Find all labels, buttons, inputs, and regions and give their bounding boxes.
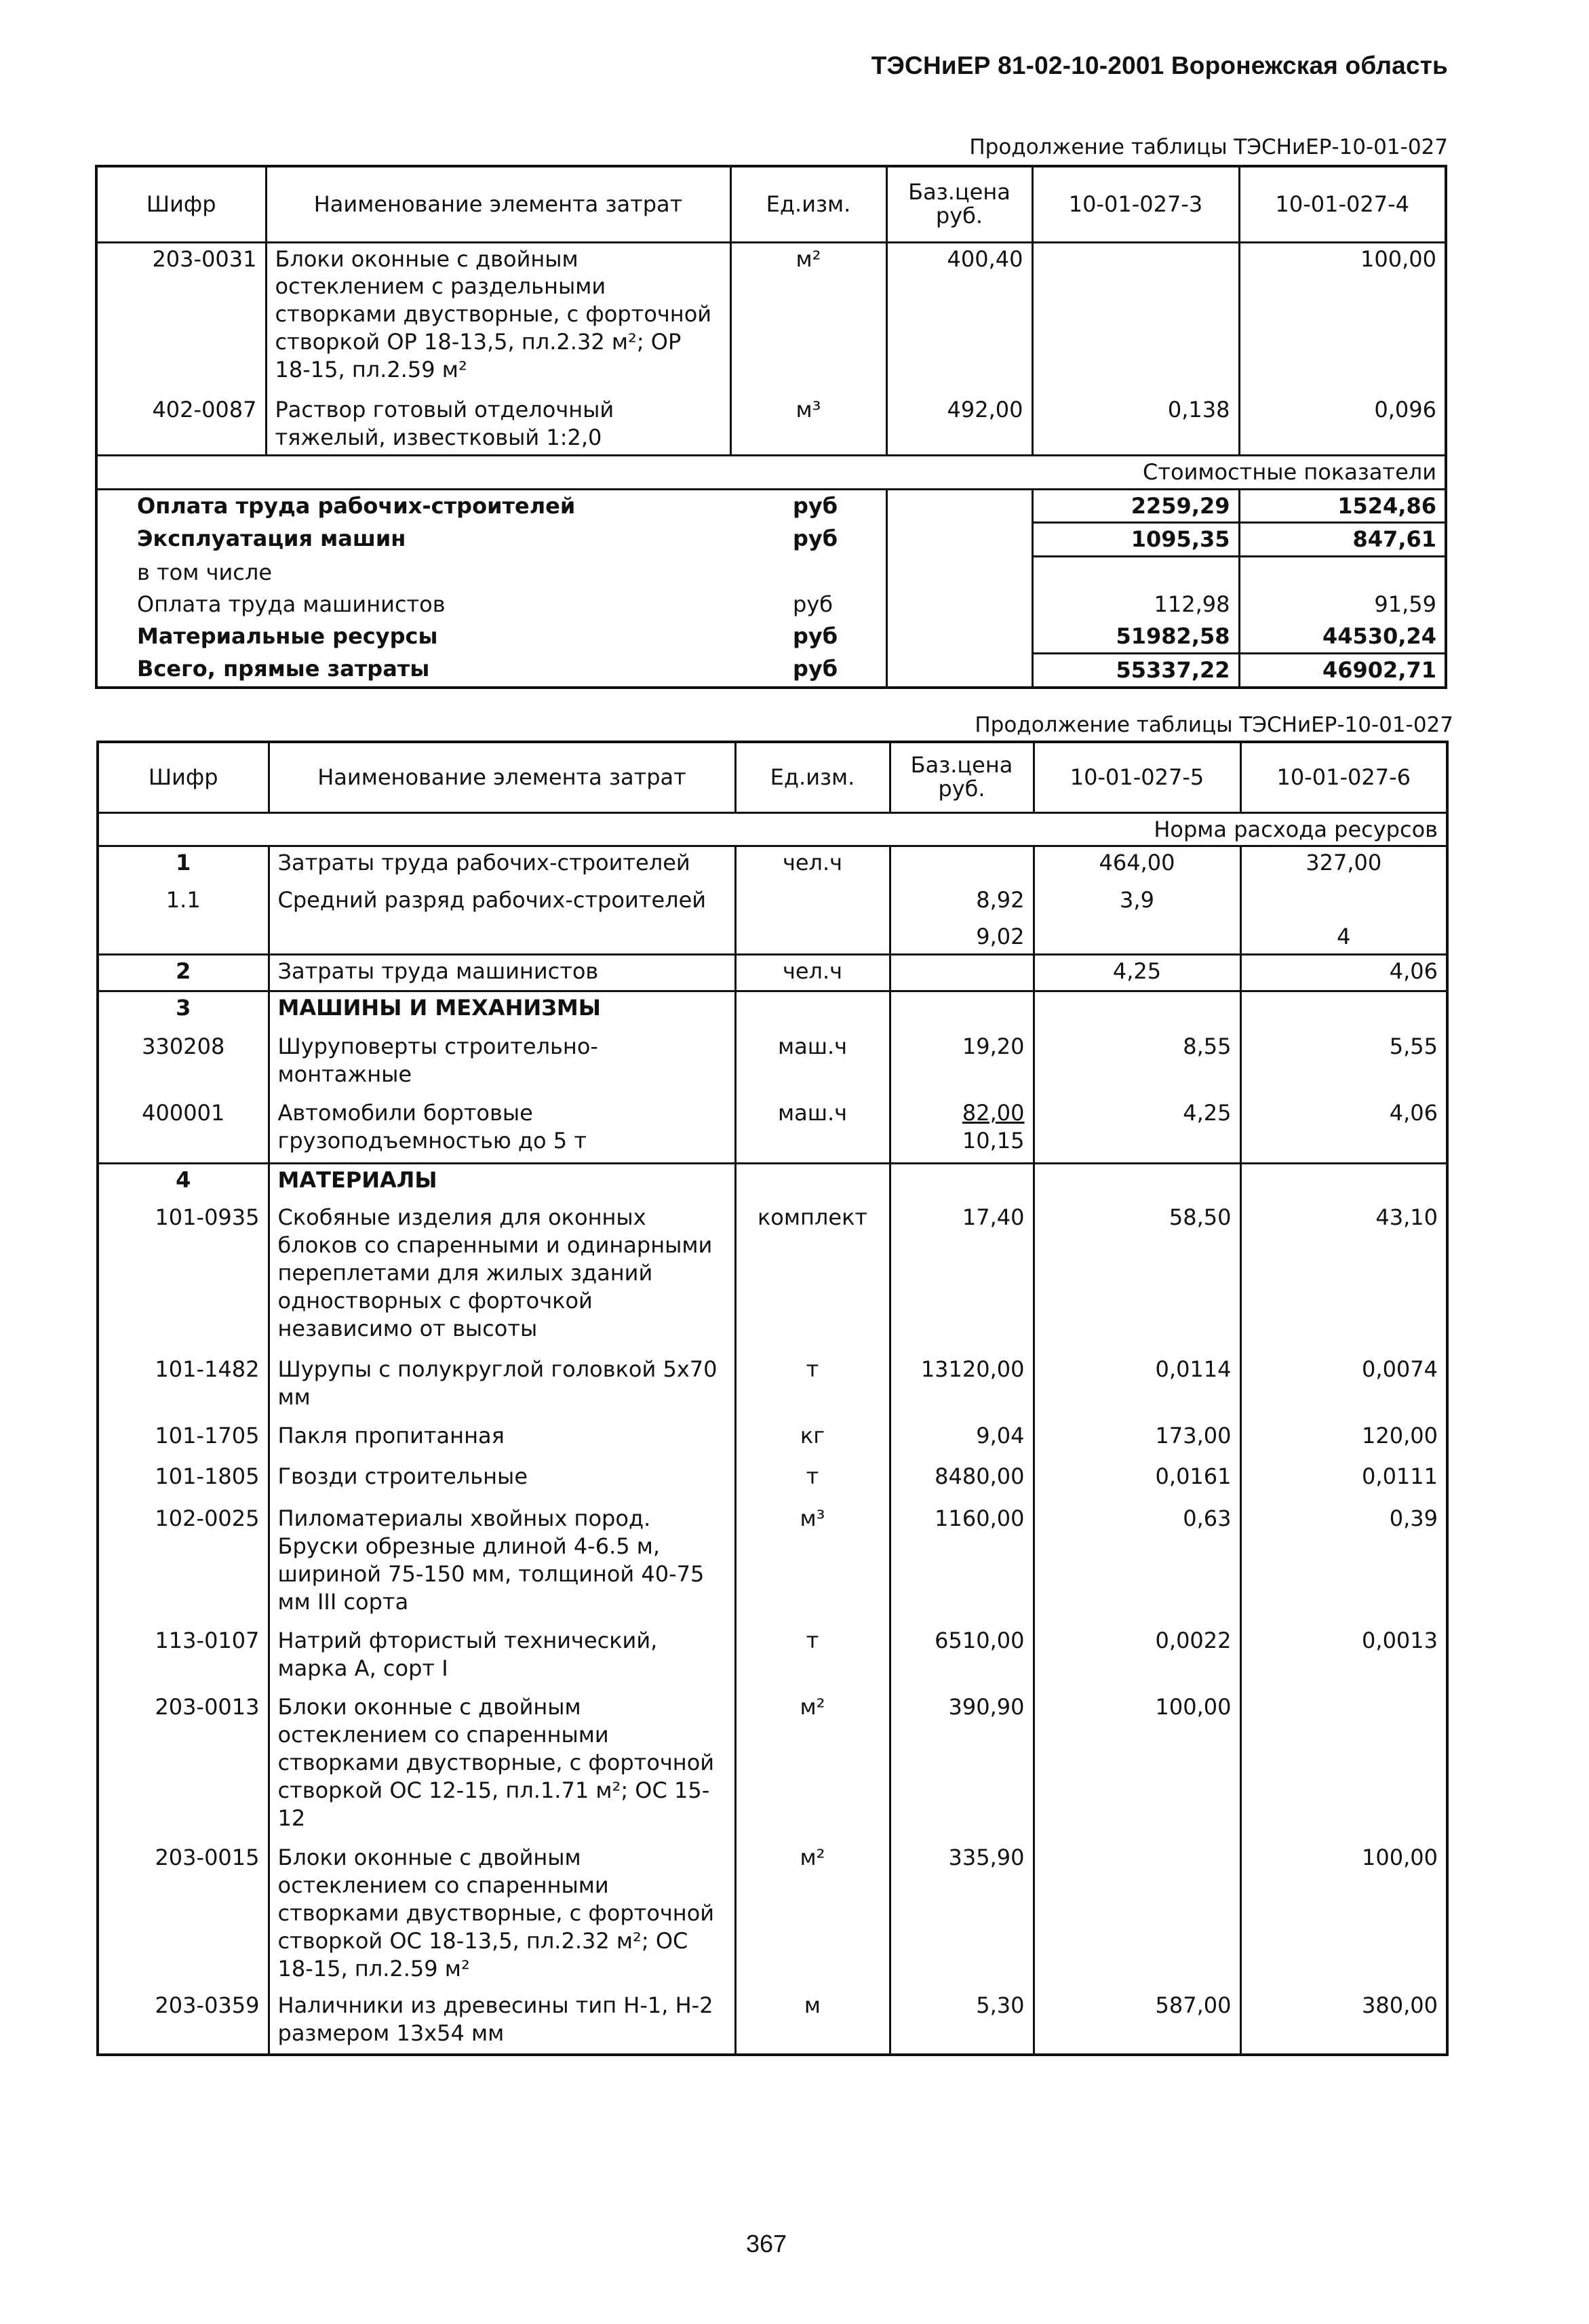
row-code: 203-0359 (98, 1990, 269, 2055)
row-v1: 0,138 (1032, 394, 1239, 455)
row-name: Пакля пропитанная (269, 1420, 735, 1461)
col-header-name: Наименование элемента затрат (266, 166, 730, 242)
row-code (98, 921, 269, 955)
row-name: Блоки оконные с двойным остеклением со спаренными створками двустворные, с форточной створкой ОС 12-15, пл.1.71 м²; ОС 15-12 (269, 1691, 735, 1842)
row-price: 390,90 (890, 1691, 1034, 1842)
row-v2: 4,06 (1240, 955, 1447, 991)
col-header-v1: 10-01-027-3 (1032, 166, 1239, 242)
summary-row (96, 621, 1446, 653)
summary-price (886, 523, 1032, 557)
summary-label: Оплата труда рабочих-строителей (137, 492, 576, 519)
row-v1: 100,00 (1034, 1691, 1240, 1842)
row-unit: кг (735, 1420, 890, 1461)
row-code: 101-1805 (98, 1461, 269, 1503)
row-name: Затраты труда машинистов (269, 955, 735, 991)
row-code: 203-0031 (96, 242, 266, 394)
row-price (890, 955, 1034, 991)
row-v1: 3,9 (1034, 884, 1240, 921)
row-name: Автомобили бортовые грузоподъемностью до 5 т (269, 1097, 735, 1164)
band-label: Норма расхода ресурсов (98, 812, 1447, 846)
row-v1: 58,50 (1034, 1202, 1240, 1354)
row-name: Наличники из древесины тип Н-1, Н-2 размером 13x54 мм (269, 1990, 735, 2055)
table-row (98, 884, 1447, 921)
row-unit: м² (735, 1842, 890, 1990)
summary-unit: руб (730, 653, 886, 687)
table-row (98, 1097, 1447, 1164)
row-code: 2 (98, 955, 269, 991)
row-code: 101-1705 (98, 1420, 269, 1461)
row-code: 101-0935 (98, 1202, 269, 1354)
row-unit: чел.ч (735, 955, 890, 991)
row-v1: 0,63 (1034, 1503, 1240, 1625)
summary-v2: 847,61 (1239, 523, 1446, 557)
summary-price (886, 621, 1032, 653)
row-v1 (1034, 1164, 1240, 1202)
table-row (98, 921, 1447, 955)
row-unit: чел.ч (735, 846, 890, 884)
row-unit: т (735, 1354, 890, 1420)
table-row (98, 1031, 1447, 1097)
summary-label: Всего, прямые затраты (137, 656, 430, 682)
row-v1: 4,25 (1034, 1097, 1240, 1164)
row-name: МАТЕРИАЛЫ (269, 1164, 735, 1202)
col-header-v2: 10-01-027-6 (1240, 742, 1447, 812)
row-price-secondary: 10,15 (962, 1127, 1025, 1154)
table-row (98, 1625, 1447, 1691)
row-v2: 380,00 (1240, 1990, 1447, 2055)
row-price: 1160,00 (890, 1503, 1034, 1625)
table-row (98, 1420, 1447, 1461)
row-unit (735, 991, 890, 1031)
summary-v1: 1095,35 (1032, 523, 1239, 557)
band-label: Стоимостные показатели (96, 455, 1446, 489)
summary-v2 (1239, 557, 1446, 589)
summary-price (886, 489, 1032, 523)
row-v2: 0,096 (1239, 394, 1446, 455)
row-v2: 0,0074 (1240, 1354, 1447, 1420)
row-price (890, 991, 1034, 1031)
summary-unit: руб (730, 523, 886, 557)
row-v1: 587,00 (1034, 1990, 1240, 2055)
row-v1 (1034, 991, 1240, 1031)
row-v1 (1034, 1842, 1240, 1990)
summary-unit: руб (730, 589, 886, 621)
table-row (96, 394, 1446, 455)
row-unit: т (735, 1625, 890, 1691)
row-price: 13120,00 (890, 1354, 1034, 1420)
row-v2 (1240, 884, 1447, 921)
col-header-price: Баз.цена руб. (886, 166, 1032, 242)
row-price: 17,40 (890, 1202, 1034, 1354)
table2-caption: Продолжение таблицы ТЭСНиЕР-10-01-027 (975, 713, 1453, 737)
row-price (890, 1097, 1034, 1164)
row-v2: 100,00 (1240, 1842, 1447, 1990)
row-v2 (1240, 1164, 1447, 1202)
table-row (98, 846, 1447, 884)
row-v1 (1032, 242, 1239, 394)
summary-label: Эксплуатация машин (137, 525, 406, 551)
row-name: Шурупы с полукруглой головкой 5x70 мм (269, 1354, 735, 1420)
col-header-unit: Ед.изм. (735, 742, 890, 812)
row-v1: 0,0022 (1034, 1625, 1240, 1691)
page-number: 367 (746, 2230, 787, 2258)
row-price (890, 846, 1034, 884)
row-price: 492,00 (886, 394, 1032, 455)
row-unit: м³ (730, 394, 886, 455)
summary-price (886, 653, 1032, 687)
col-header-unit: Ед.изм. (730, 166, 886, 242)
row-v2: 0,0111 (1240, 1461, 1447, 1503)
row-unit: м³ (735, 1503, 890, 1625)
document-title: ТЭСНиЕР 81-02-10-2001 Воронежская область (871, 52, 1448, 79)
row-unit (735, 884, 890, 921)
table1 (95, 165, 1447, 689)
row-code: 101-1482 (98, 1354, 269, 1420)
row-name: Блоки оконные с двойным остеклением со спаренными створками двустворные, с форточной створкой ОС 18-13,5, пл.2.32 м²; ОС 18-15, пл.2.59 м² (269, 1842, 735, 1990)
row-v1: 173,00 (1034, 1420, 1240, 1461)
row-name: Пиломатериалы хвойных пород. Бруски обрезные длиной 4-6.5 м, шириной 75-150 мм, толщиной 40-75 мм III сорта (269, 1503, 735, 1625)
row-code: 330208 (98, 1031, 269, 1097)
row-v2: 0,39 (1240, 1503, 1447, 1625)
row-v1 (1034, 921, 1240, 955)
summary-v2: 44530,24 (1239, 621, 1446, 653)
row-code: 1.1 (98, 884, 269, 921)
row-v1: 464,00 (1034, 846, 1240, 884)
row-v2 (1240, 991, 1447, 1031)
row-price: 9,02 (890, 921, 1034, 955)
row-name: МАШИНЫ И МЕХАНИЗМЫ (269, 991, 735, 1031)
table-row (98, 1691, 1447, 1842)
table-row (98, 1354, 1447, 1420)
row-price: 9,04 (890, 1420, 1034, 1461)
col-header-price: Баз.цена руб. (890, 742, 1034, 812)
summary-v1 (1032, 557, 1239, 589)
row-name: Гвозди строительные (269, 1461, 735, 1503)
row-v2: 120,00 (1240, 1420, 1447, 1461)
row-unit: маш.ч (735, 1097, 890, 1164)
summary-unit (730, 557, 886, 589)
col-header-code: Шифр (98, 742, 269, 812)
row-v2: 100,00 (1239, 242, 1446, 394)
row-unit: м² (735, 1691, 890, 1842)
table-row (98, 1503, 1447, 1625)
row-name: Шуруповерты строительно-монтажные (269, 1031, 735, 1097)
row-unit: м² (730, 242, 886, 394)
summary-v1: 2259,29 (1032, 489, 1239, 523)
row-unit (735, 1164, 890, 1202)
summary-label: Материальные ресурсы (137, 623, 438, 649)
row-v1: 8,55 (1034, 1031, 1240, 1097)
summary-row (96, 489, 1446, 523)
row-v1: 0,0114 (1034, 1354, 1240, 1420)
col-header-v2: 10-01-027-4 (1239, 166, 1446, 242)
row-price (890, 1164, 1034, 1202)
row-price-primary: 82,00 (962, 1099, 1025, 1126)
summary-v1: 55337,22 (1032, 653, 1239, 687)
row-v2 (1240, 1691, 1447, 1842)
row-code: 400001 (98, 1097, 269, 1164)
table-row (98, 991, 1447, 1031)
summary-unit: руб (730, 621, 886, 653)
table2 (96, 741, 1449, 2056)
table-row (98, 955, 1447, 991)
table-row (98, 1164, 1447, 1202)
row-price: 8480,00 (890, 1461, 1034, 1503)
row-code: 203-0013 (98, 1691, 269, 1842)
row-name (269, 921, 735, 955)
table-row (98, 1202, 1447, 1354)
table-row (98, 1461, 1447, 1503)
row-code: 113-0107 (98, 1625, 269, 1691)
row-name: Скобяные изделия для оконных блоков со спаренными и одинарными переплетами для жилых зданий одностворных с форточкой независимо от высоты (269, 1202, 735, 1354)
row-code: 3 (98, 991, 269, 1031)
summary-label: в том числе (137, 559, 272, 585)
summary-v2: 91,59 (1374, 591, 1436, 617)
row-price: 335,90 (890, 1842, 1034, 1990)
row-name: Раствор готовый отделочный тяжелый, известковый 1:2,0 (266, 394, 730, 455)
summary-unit: руб (730, 489, 886, 523)
table-row (98, 1842, 1447, 1990)
summary-v2: 46902,71 (1322, 656, 1436, 683)
row-code: 102-0025 (98, 1503, 269, 1625)
row-unit: комплект (735, 1202, 890, 1354)
col-header-name: Наименование элемента затрат (269, 742, 735, 812)
row-price: 400,40 (886, 242, 1032, 394)
summary-v1: 51982,58 (1032, 621, 1239, 653)
row-unit: м (735, 1990, 890, 2055)
row-price: 5,30 (890, 1990, 1034, 2055)
col-header-v1: 10-01-027-5 (1034, 742, 1240, 812)
row-unit: маш.ч (735, 1031, 890, 1097)
row-name: Натрий фтористый технический, марка А, сорт I (269, 1625, 735, 1691)
row-v2: 0,0013 (1240, 1625, 1447, 1691)
table-row (98, 1990, 1447, 2055)
row-v2: 4 (1240, 921, 1447, 955)
row-price: 19,20 (890, 1031, 1034, 1097)
row-code: 1 (98, 846, 269, 884)
row-unit (735, 921, 890, 955)
row-v2: 5,55 (1240, 1031, 1447, 1097)
row-v2: 4,06 (1240, 1097, 1447, 1164)
row-v2: 43,10 (1240, 1202, 1447, 1354)
table-row (96, 242, 1446, 394)
row-name: Блоки оконные с двойным остеклением с раздельными створками двустворные, с форточной створкой ОР 18-13,5, пл.2.32 м²; ОР 18-15, пл.2.59 м² (266, 242, 730, 394)
summary-label: Оплата труда машинистов (137, 591, 446, 617)
row-price: 8,92 (890, 884, 1034, 921)
row-v2: 327,00 (1240, 846, 1447, 884)
row-name: Средний разряд рабочих-строителей (269, 884, 735, 921)
summary-v2: 1524,86 (1239, 489, 1446, 523)
row-code: 4 (98, 1164, 269, 1202)
table1-caption: Продолжение таблицы ТЭСНиЕР-10-01-027 (969, 135, 1448, 159)
summary-v1: 112,98 (1032, 589, 1239, 621)
summary-row (96, 557, 1446, 589)
summary-row (96, 523, 1446, 557)
row-price: 6510,00 (890, 1625, 1034, 1691)
row-code: 402-0087 (96, 394, 266, 455)
summary-price (886, 589, 1032, 621)
summary-row (96, 653, 1446, 687)
row-code: 203-0015 (98, 1842, 269, 1990)
summary-row (96, 589, 1446, 621)
row-name: Затраты труда рабочих-строителей (269, 846, 735, 884)
col-header-code: Шифр (96, 166, 266, 242)
row-v1: 4,25 (1034, 955, 1240, 991)
row-unit: т (735, 1461, 890, 1503)
row-v1: 0,0161 (1034, 1461, 1240, 1503)
summary-price (886, 557, 1032, 589)
